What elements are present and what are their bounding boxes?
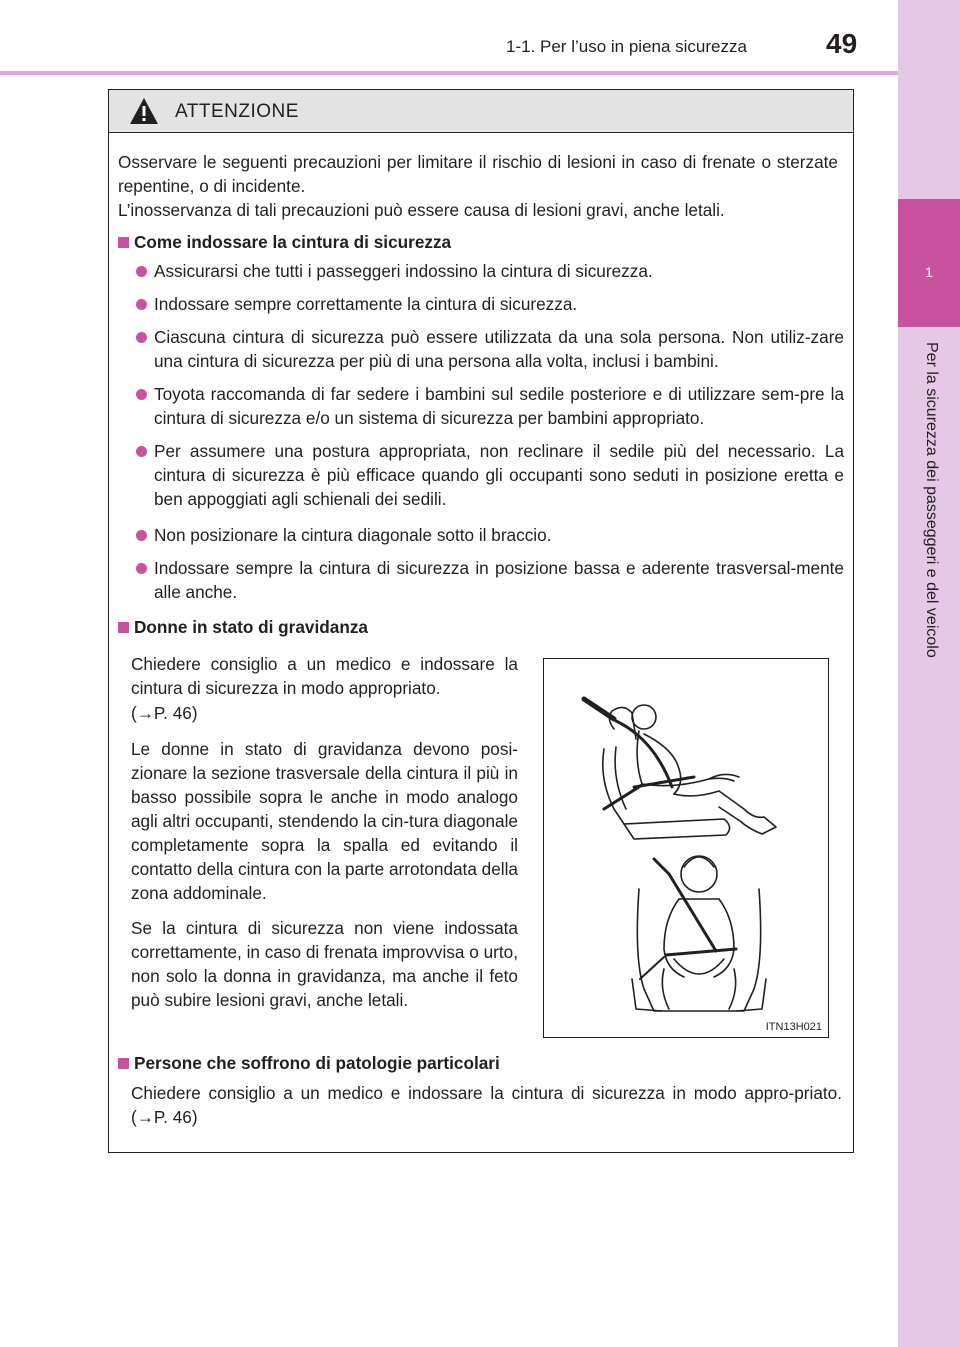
pregnancy-paragraph-3: Se la cintura di sicurezza non viene indossata correttamente, in caso di frenata improvvisa o urto, non solo la donna in gravidanza, ma anche il feto può subire lesioni gravi, anche letali.: [131, 918, 518, 1010]
list-item: Indossare sempre correttamente la cintura di sicurezza.: [154, 294, 578, 314]
warning-intro-1: Osservare le seguenti precauzioni per limitare il rischio di lesioni in caso di frenate o sterzate repentine, o di incidente.: [118, 152, 838, 196]
bullet-icon: [136, 266, 147, 277]
section-title: 1-1. Per l’uso in piena sicurezza: [506, 37, 747, 56]
section-heading-pregnancy: Donne in stato di gravidanza: [134, 617, 368, 637]
pathologies-paragraph: Chiedere consiglio a un medico e indossare la cintura di sicurezza in modo appro-priato. (→P. 46): [131, 1083, 842, 1127]
list-item: Indossare sempre la cintura di sicurezza in posizione bassa e aderente trasversal-mente alle anche.: [154, 558, 844, 602]
section-marker-icon: [118, 237, 129, 248]
bullet-icon: [136, 446, 147, 457]
page-number: 49: [826, 28, 858, 59]
pregnancy-paragraph-1: Chiedere consiglio a un medico e indossare la cintura di sicurezza in modo appropriato.: [131, 654, 518, 698]
warning-header: [109, 90, 853, 133]
bullet-icon: [136, 563, 147, 574]
chapter-tab: [898, 199, 960, 327]
list-item: Non posizionare la cintura diagonale sotto il braccio.: [154, 525, 552, 545]
bullet-icon: [136, 299, 147, 310]
section-marker-icon: [118, 1058, 129, 1069]
list-item: Per assumere una postura appropriata, non reclinare il sedile più del necessario. La cintura di sicurezza è più efficace quando gli occupanti sono seduti in posizione eretta e ben appoggiati agli schienali dei sedili.: [154, 441, 844, 509]
figure-code: ITN13H021: [765, 1021, 822, 1033]
seatbelt-illustration: [543, 658, 829, 1038]
bullet-icon: [136, 389, 147, 400]
warning-title: ATTENZIONE: [175, 101, 299, 122]
header-rule: [0, 71, 898, 75]
chapter-number: 1: [925, 264, 933, 280]
section-heading-seatbelt: Come indossare la cintura di sicurezza: [134, 232, 452, 252]
chapter-sidebar: [898, 0, 960, 1347]
bullet-icon: [136, 332, 147, 343]
pregnant-woman-seatbelt-drawing: [544, 659, 828, 1037]
pregnancy-reference: (→P. 46): [131, 703, 198, 723]
list-item: Toyota raccomanda di far sedere i bambini sul sedile posteriore e di utilizzare sem-pre la cintura di sicurezza e/o un sistema di sicurezza per bambini appropriato.: [154, 384, 844, 428]
warning-intro-2: L’inosservanza di tali precauzioni può essere causa di lesioni gravi, anche letali.: [118, 200, 725, 220]
list-item: Ciascuna cintura di sicurezza può essere utilizzata da una sola persona. Non utiliz-zare una cintura di sicurezza per più di una persona alla volta, inclusi i bambini.: [154, 327, 844, 371]
warning-triangle-icon: [129, 97, 159, 125]
list-item: Assicurarsi che tutti i passeggeri indossino la cintura di sicurezza.: [154, 261, 653, 281]
section-marker-icon: [118, 622, 129, 633]
chapter-title: Per la sicurezza dei passeggeri e del veicolo: [923, 342, 940, 658]
bullet-icon: [136, 530, 147, 541]
pregnancy-paragraph-2: Le donne in stato di gravidanza devono posi-zionare la sezione trasversale della cintura il più in basso possibile sopra le anche in modo analogo agli altri occupanti, stendendo la cin-tura diagonale completamente sopra la spalla ed evitando il contatto della cintura con la parte arrotondata della zona addominale.: [131, 739, 518, 903]
section-heading-pathologies: Persone che soffrono di patologie particolari: [134, 1053, 500, 1073]
